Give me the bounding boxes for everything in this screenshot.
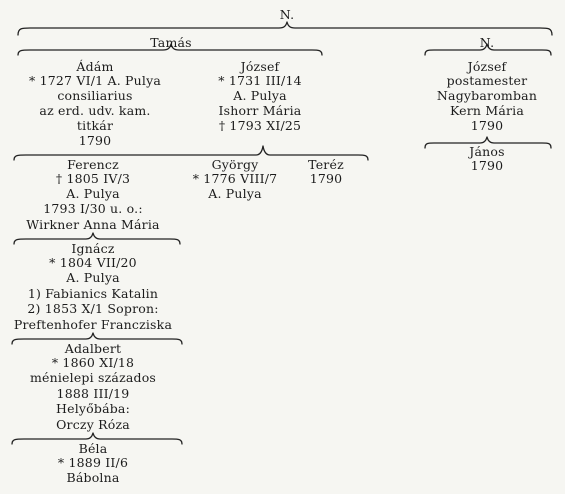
jozsef-name: József xyxy=(240,59,280,74)
ignacz-spouse-2: Preftenhofer Francziska xyxy=(13,317,173,332)
ignacz-place: A. Pulya xyxy=(66,270,120,285)
adam-birth: * 1727 VI/1 A. Pulya xyxy=(28,73,162,88)
gyorgy-name: György xyxy=(211,157,259,172)
adam-title: consiliarius xyxy=(57,88,133,103)
adalbert-name: Adalbert xyxy=(64,341,122,356)
ferencz-spouse: Wirkner Anna Mária xyxy=(26,217,160,232)
adam-office: az erd. udv. kam. xyxy=(39,103,151,118)
ferencz-marriage: 1793 I/30 u. o.: xyxy=(43,201,143,216)
ignacz-birth: * 1804 VII/20 xyxy=(49,255,137,270)
adalbert-rank: ménielepi százados xyxy=(29,370,157,385)
ferencz-name: Ferencz xyxy=(67,157,119,172)
ignacz-name: Ignácz xyxy=(71,241,115,256)
janos-name: János xyxy=(469,144,505,159)
gyorgy-birth: * 1776 VIII/7 xyxy=(192,171,278,186)
ferencz-place: A. Pulya xyxy=(66,186,120,201)
terez-name: Teréz xyxy=(308,157,344,172)
jozsef-post-year: 1790 xyxy=(470,118,504,133)
tamas-name: Tamás xyxy=(150,35,192,50)
terez-year: 1790 xyxy=(309,171,343,186)
adam-year: 1790 xyxy=(78,133,112,148)
ferencz-death: † 1805 IV/3 xyxy=(55,171,131,186)
adalbert-spouse: Orczy Róza xyxy=(56,417,130,432)
jozsef-post-spouse: Kern Mária xyxy=(449,103,525,118)
adalbert-marriage-place: Helyőbába: xyxy=(55,401,131,416)
adalbert-birth: * 1860 XI/18 xyxy=(51,355,135,370)
ignacz-marriage-2: 2) 1853 X/1 Sopron: xyxy=(27,301,159,316)
jozsef-spouse: Ishorr Mária xyxy=(218,103,302,118)
bela-place: Bábolna xyxy=(66,470,120,485)
jozsef-place: A. Pulya xyxy=(233,88,287,103)
bela-name: Béla xyxy=(78,441,108,456)
branch-n-name: N. xyxy=(479,35,495,50)
bela-birth: * 1889 II/6 xyxy=(57,455,129,470)
jozsef-birth: * 1731 III/14 xyxy=(218,73,302,88)
adam-name: Ádám xyxy=(76,59,114,74)
gyorgy-place: A. Pulya xyxy=(208,186,262,201)
ignacz-spouse-1: 1) Fabianics Katalin xyxy=(27,286,159,301)
adam-role: titkár xyxy=(76,118,114,133)
root-name: N. xyxy=(279,7,295,22)
adalbert-marriage-date: 1888 III/19 xyxy=(56,386,130,401)
jozsef-post-name: József xyxy=(467,59,507,74)
janos-year: 1790 xyxy=(470,158,504,173)
jozsef-post-place: Nagybaromban xyxy=(436,88,538,103)
jozsef-post-occupation: postamester xyxy=(446,73,528,88)
brace-root xyxy=(18,22,552,35)
jozsef-death: † 1793 XI/25 xyxy=(218,118,302,133)
